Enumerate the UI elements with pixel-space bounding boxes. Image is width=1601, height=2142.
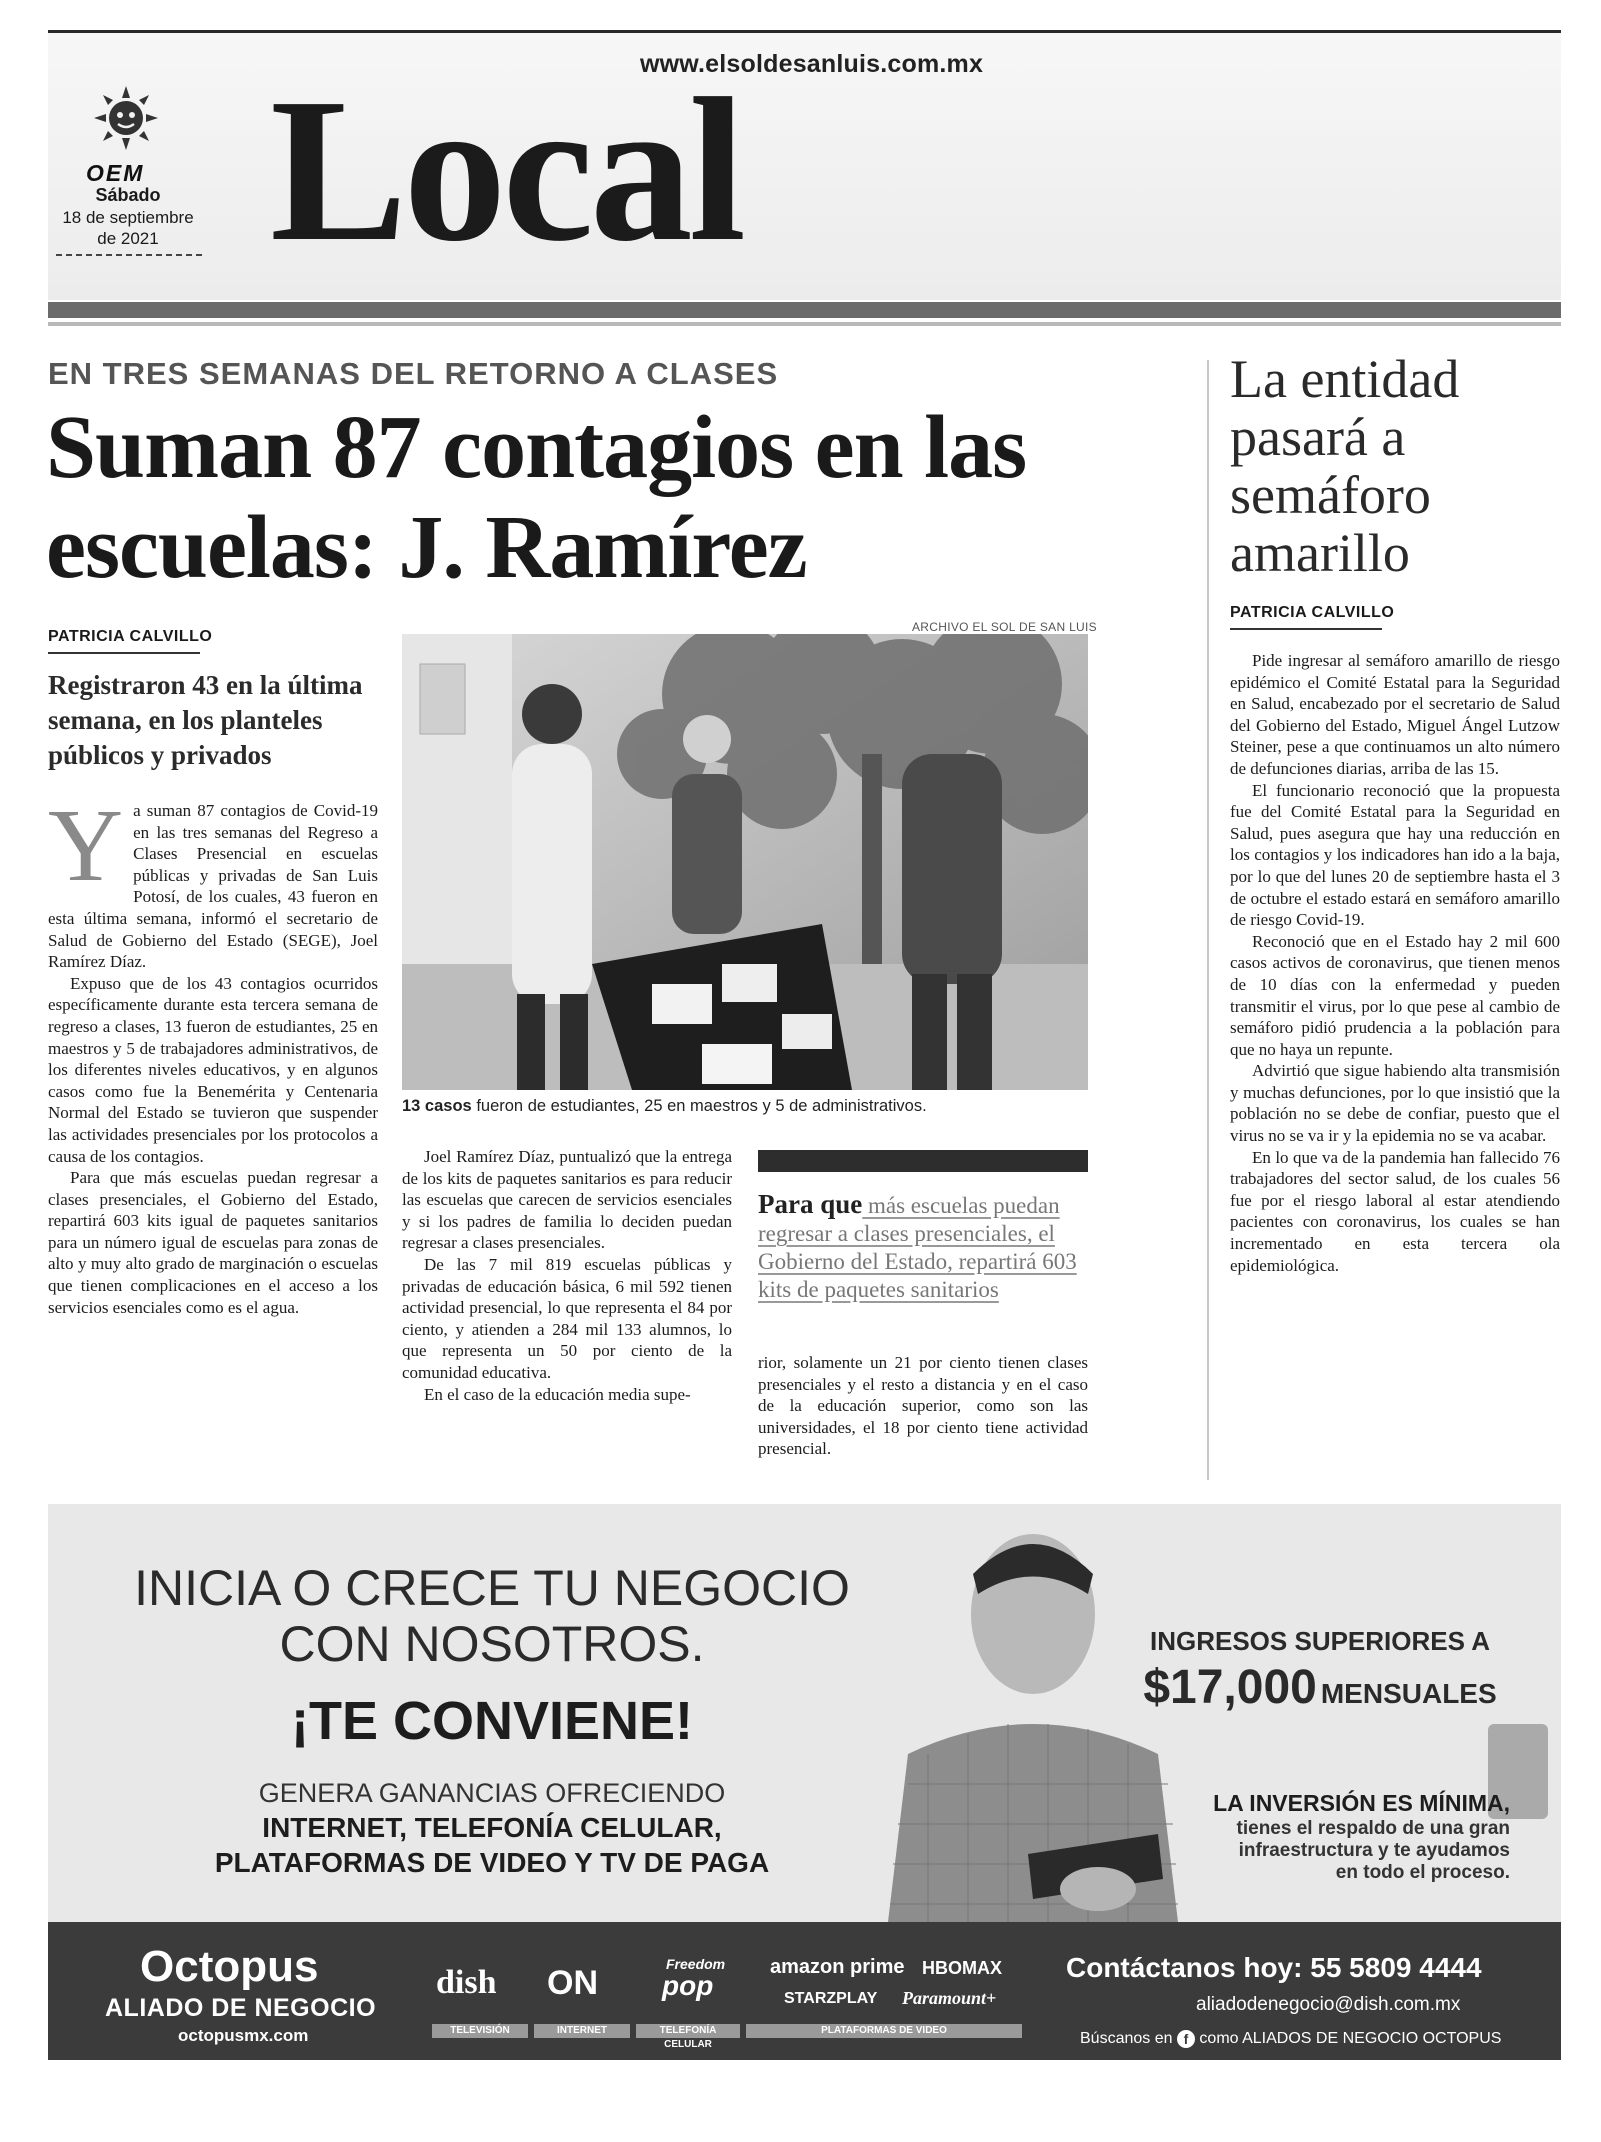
contact-phone[interactable]: 55 5809 4444 — [1310, 1952, 1482, 1983]
contact-line — [1066, 1952, 1482, 1984]
article-kicker: EN TRES SEMANAS DEL RETORNO A CLASES — [48, 356, 779, 391]
pull-quote-text: más escuelas puedan regresar a clases presenciales, el Gobierno del Estado, repartirá 603 kits de paquetes sanitarios — [758, 1193, 1077, 1302]
ad-headline-2: CON NOSOTROS. — [279, 1616, 705, 1672]
pull-quote-bar — [758, 1150, 1088, 1172]
column-divider — [1207, 360, 1209, 1480]
header-band-thin — [48, 322, 1561, 326]
article-column-2 — [402, 1146, 732, 1405]
paragraph: Advirtió que sigue habiendo alta transmisión y muchas defunciones, por lo que insistió que la población no se debe de confiar, puesto que el virus no se va ir y la epidemia no se va acabar. — [1230, 1061, 1560, 1146]
amazon-prime-logo: amazon prime — [770, 1956, 905, 1978]
article-subhead: Registraron 43 en la última semana, en los planteles públicos y privados — [48, 670, 363, 770]
ad-investment-text — [1110, 1818, 1510, 1884]
sun-logo-icon — [94, 86, 158, 150]
social-line — [1080, 2030, 1501, 2048]
paragraph: Para que más escuelas puedan regresar a clases presenciales, el Gobierno del Estado, repartirá 603 kits igual de paquetes sanitarios para un número igual de escuelas para zonas de alto y muy alto grado de marginación o escuelas que tienen complicaciones en el acceso a los servicios esenciales como es el agua. — [48, 1168, 378, 1317]
drop-cap: Y — [48, 788, 124, 903]
hbo-max-logo: HBOMAX — [922, 1958, 1002, 1978]
pull-quote — [758, 1190, 1088, 1304]
article-byline: PATRICIA CALVILLO — [48, 628, 213, 645]
pull-quote-lead: Para que — [758, 1189, 863, 1219]
edition-date: 18 de septiembre de 2021 — [62, 208, 194, 248]
caption-lead: 13 casos — [402, 1097, 472, 1115]
oem-logo: OEM — [86, 160, 145, 186]
octopus-tagline: ALIADO DE NEGOCIO — [105, 1994, 377, 2022]
paragraph: En el caso de la educación media supe- — [424, 1384, 691, 1404]
freedom-logo: Freedom — [666, 1956, 726, 1972]
paramount-logo: Paramount+ — [902, 1988, 997, 2008]
paragraph: En lo que va de la pandemia han fallecido 76 trabajadores del sector salud, de los cuales 56 fue por el riesgo laboral al estar atendiendo pacientes con coronavirus, los cuales se han incrementado en esta tercera ola epidemiológica. — [1230, 1147, 1560, 1275]
paragraph: Joel Ramírez Díaz, puntualizó que la entrega de los kits de paquetes sanitarios es para reducir las escuelas que carecen de servicios esenciales y si los padres de familia lo deciden puedan regresar a clases presenciales. — [402, 1147, 732, 1253]
contact-email[interactable]: aliadodenegocio@dish.com.mx — [1196, 1994, 1461, 2015]
side-article-body — [1230, 650, 1560, 1276]
ad-offer — [112, 1810, 872, 1880]
facebook-icon[interactable]: f — [1177, 2030, 1195, 2048]
ad-offer-intro: GENERA GANANCIAS OFRECIENDO — [258, 1778, 726, 1808]
photo-credit: ARCHIVO EL SOL DE SAN LUIS — [912, 620, 1097, 634]
photo-caption — [402, 1097, 1102, 1116]
octopus-url[interactable]: octopusmx.com — [178, 2026, 309, 2045]
paragraph: Pide ingresar al semáforo amarillo de riesgo epidémico el Comité Estatal para la Seguridad en Salud, encabezado por el secretario de Salud del Gobierno del Estado, Miguel Ángel Lutzow Steiner, pese a que continuamos un alto número de defunciones diarias, arriba de las 15. — [1230, 651, 1560, 778]
ad-headline-1: INICIA O CRECE TU NEGOCIO — [134, 1560, 850, 1616]
label-cellular: TELEFONÍA CELULAR — [636, 2024, 740, 2038]
ad-offer-2: PLATAFORMAS DE VIDEO Y TV DE PAGA — [214, 1847, 770, 1878]
paragraph: rior, solamente un 21 por ciento tienen clases presenciales y el resto a distancia y en el caso de la educación superior, como son las universidades, el 18 por ciento tiene actividad presencial. — [758, 1353, 1088, 1459]
paragraph: El funcionario reconoció que la propuesta fue del Comité Estatal para la Seguridad en Salud, pues asegura que hay una reducción en los contagios y los indicadores han ido a la baja, por lo que del lunes 20 de septiembre hasta el 3 de octubre el estado estará en semáforo amarillo de riesgo Covid-19. — [1230, 780, 1560, 930]
edition-day: Sábado — [95, 185, 161, 205]
photo-illustration — [402, 634, 1088, 1090]
ad-investment-title: LA INVERSIÓN ES MÍNIMA, — [1213, 1790, 1510, 1816]
label-internet: INTERNET — [534, 2024, 630, 2038]
ad-income — [1100, 1660, 1540, 1715]
on-logo: ON — [547, 1964, 598, 2002]
side-headline: La entidad pasará a semáforo amarillo — [1230, 349, 1460, 583]
paragraph: Reconoció que en el Estado hay 2 mil 600 casos activos de coronavirus, que tienen menos de 10 días con la enfermedad y pueden transmitir el virus, por lo que pese al cambio de semáforo pidió prudencia a la población para que no haya un repunte. — [1230, 931, 1560, 1059]
side-byline: PATRICIA CALVILLO — [1230, 604, 1395, 621]
pop-logo: pop — [662, 1970, 714, 2001]
label-video: PLATAFORMAS DE VIDEO — [746, 2024, 1022, 2038]
date-divider — [56, 254, 202, 256]
article-column-3 — [758, 1352, 1088, 1460]
ad-slogan: ¡TE CONVIENE! — [290, 1691, 694, 1751]
paragraph: Expuso que de los 43 contagios ocurridos específicamente durante esta tercera semana de regreso a clases, 13 fueron de estudiantes, 25 en maestros y 5 de trabajadores administrativos, de los diferentes niveles educativos, y en algunos casos como fue la Benemérita y Centenaria Normal del Estado se tuvieron que suspender las actividades presenciales por los protocolos a causa de los contagios. — [48, 973, 378, 1166]
article-headline: Suman 87 contagios en las escuelas: J. Ramírez — [46, 398, 1027, 597]
ad-income-period: MENSUALES — [1320, 1678, 1497, 1709]
ad-income-amount: $17,000 — [1143, 1661, 1317, 1714]
label-tv: TELEVISIÓN — [432, 2024, 528, 2038]
caption-text: fueron de estudiantes, 25 en maestros y 5 de administrativos. — [471, 1097, 927, 1115]
ad-income-label: INGRESOS SUPERIORES A — [1150, 1626, 1490, 1656]
ad-offer-1: INTERNET, TELEFONÍA CELULAR, — [262, 1812, 722, 1843]
social-pre: Búscanos en — [1080, 2030, 1173, 2048]
section-title: Local — [270, 55, 743, 284]
article-column-1 — [48, 788, 378, 1318]
starzplay-logo: STARZPLAY — [784, 1990, 878, 2007]
ad-headline — [112, 1560, 872, 1672]
byline-rule — [48, 652, 200, 654]
ad-inv-line: en todo el proceso. — [1335, 1862, 1510, 1883]
top-rule — [48, 30, 1561, 33]
ad-inv-line: infraestructura y te ayudamos — [1238, 1840, 1510, 1861]
header-band — [48, 302, 1561, 318]
site-url[interactable]: www.elsoldesanluis.com.mx — [640, 50, 984, 78]
octopus-logo: Octopus — [140, 1942, 319, 1991]
dish-logo: dish — [436, 1964, 497, 2001]
contact-label: Contáctanos hoy: — [1066, 1952, 1303, 1983]
social-post: como ALIADOS DE NEGOCIO OCTOPUS — [1199, 2030, 1502, 2048]
side-byline-rule — [1230, 628, 1382, 630]
paragraph: a suman 87 contagios de Covid-19 en las tres semanas del Regreso a Clases Presencial en escuelas públicas y privadas de San Luis Potosí, de los cuales, 43 fueron en esta última semana, informó el secretario de Salud de Gobierno del Estado (SEGE), Joel Ramírez Díaz. — [48, 801, 378, 972]
ad-inv-line: tienes el respaldo de una gran — [1236, 1818, 1510, 1839]
paragraph: De las 7 mil 819 escuelas públicas y privadas de educación básica, 6 mil 592 tienen actividad presencial, lo que representa el 84 por ciento, y atienden a 284 mil 133 alumnos, lo que representa un 50 por ciento de la comunidad educativa. — [402, 1254, 732, 1382]
article-photo — [402, 634, 1088, 1090]
